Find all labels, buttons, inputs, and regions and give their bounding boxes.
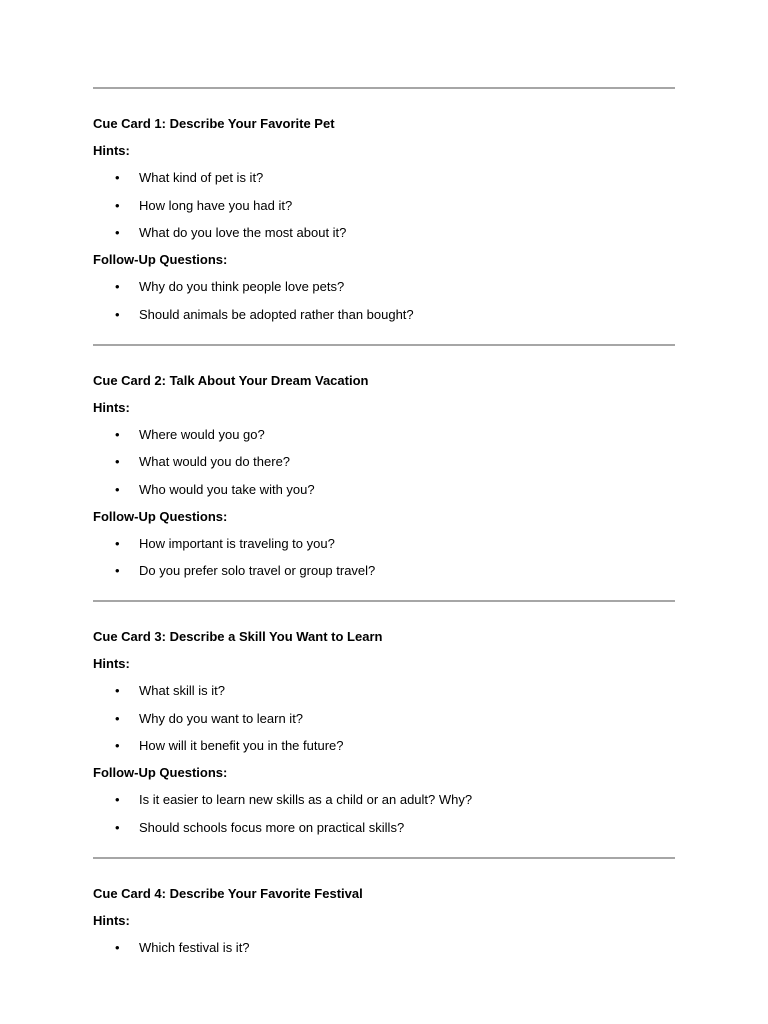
hints-list xyxy=(93,427,675,498)
card-title: Cue Card 3: Describe a Skill You Want to Learn xyxy=(93,629,383,644)
list-item-text: What skill is it? xyxy=(139,683,225,698)
list-item xyxy=(93,198,675,214)
list-item xyxy=(93,225,675,241)
list-item-text: Why do you think people love pets? xyxy=(139,279,345,294)
list-item xyxy=(93,792,675,808)
list-item-text: What would you do there? xyxy=(139,454,291,469)
list-item xyxy=(93,482,675,498)
bullet-icon: • xyxy=(115,738,120,753)
bullet-icon: • xyxy=(115,279,120,294)
list-item-text: Why do you want to learn it? xyxy=(139,710,304,726)
bullet-icon: • xyxy=(115,426,120,442)
bullet-icon: • xyxy=(115,454,120,469)
list-item-text: How will it benefit you in the future? xyxy=(139,738,344,753)
list-item xyxy=(93,536,675,552)
cue-card-3 xyxy=(93,602,675,857)
list-item xyxy=(93,563,675,579)
bullet-icon: • xyxy=(115,225,120,240)
bullet-icon: • xyxy=(115,710,120,726)
followup-label: Follow-Up Questions: xyxy=(93,765,228,780)
list-item-text: Should schools focus more on practical skills? xyxy=(139,819,405,835)
list-item-text: What do you love the most about it? xyxy=(139,225,347,240)
hints-list xyxy=(93,683,675,754)
list-item-text: Should animals be adopted rather than bought? xyxy=(139,306,414,322)
list-item-text: How long have you had it? xyxy=(139,197,293,213)
hints-label: Hints: xyxy=(93,399,130,415)
bullet-icon: • xyxy=(115,197,120,213)
list-item xyxy=(93,279,675,295)
cue-card-4 xyxy=(93,859,675,977)
followup-list xyxy=(93,279,675,323)
bullet-icon: • xyxy=(115,683,120,698)
bullet-icon: • xyxy=(115,563,120,578)
bullet-icon: • xyxy=(115,819,120,835)
hints-list xyxy=(93,170,675,241)
list-item xyxy=(93,427,675,443)
cue-card-2 xyxy=(93,346,675,601)
list-item-text: Where would you go? xyxy=(139,426,265,442)
card-title: Cue Card 1: Describe Your Favorite Pet xyxy=(93,116,335,131)
bullet-icon: • xyxy=(115,535,120,551)
list-item-text: What kind of pet is it? xyxy=(139,170,264,185)
list-item xyxy=(93,738,675,754)
bullet-icon: • xyxy=(115,792,120,807)
list-item xyxy=(93,454,675,470)
hints-label: Hints: xyxy=(93,656,130,671)
hints-label: Hints: xyxy=(93,912,130,928)
hints-list xyxy=(93,940,675,956)
list-item-text: Which festival is it? xyxy=(139,939,250,955)
followup-label: Follow-Up Questions: xyxy=(93,252,228,267)
list-item-text: Is it easier to learn new skills as a child or an adult? Why? xyxy=(139,792,473,807)
followup-list xyxy=(93,536,675,580)
list-item xyxy=(93,307,675,323)
list-item-text: Do you prefer solo travel or group travel? xyxy=(139,563,376,578)
list-item xyxy=(93,940,675,956)
cue-card-1 xyxy=(93,89,675,344)
hints-label: Hints: xyxy=(93,143,130,158)
card-title: Cue Card 2: Talk About Your Dream Vacation xyxy=(93,372,369,388)
bullet-icon: • xyxy=(115,939,120,955)
list-item xyxy=(93,170,675,186)
card-title: Cue Card 4: Describe Your Favorite Festival xyxy=(93,885,363,901)
list-item xyxy=(93,711,675,727)
list-item-text: How important is traveling to you? xyxy=(139,535,335,551)
followup-label: Follow-Up Questions: xyxy=(93,508,228,524)
list-item xyxy=(93,683,675,699)
followup-list xyxy=(93,792,675,836)
bullet-icon: • xyxy=(115,306,120,322)
bullet-icon: • xyxy=(115,170,120,185)
document-page xyxy=(93,87,675,977)
list-item xyxy=(93,820,675,836)
list-item-text: Who would you take with you? xyxy=(139,481,315,497)
bullet-icon: • xyxy=(115,481,120,497)
